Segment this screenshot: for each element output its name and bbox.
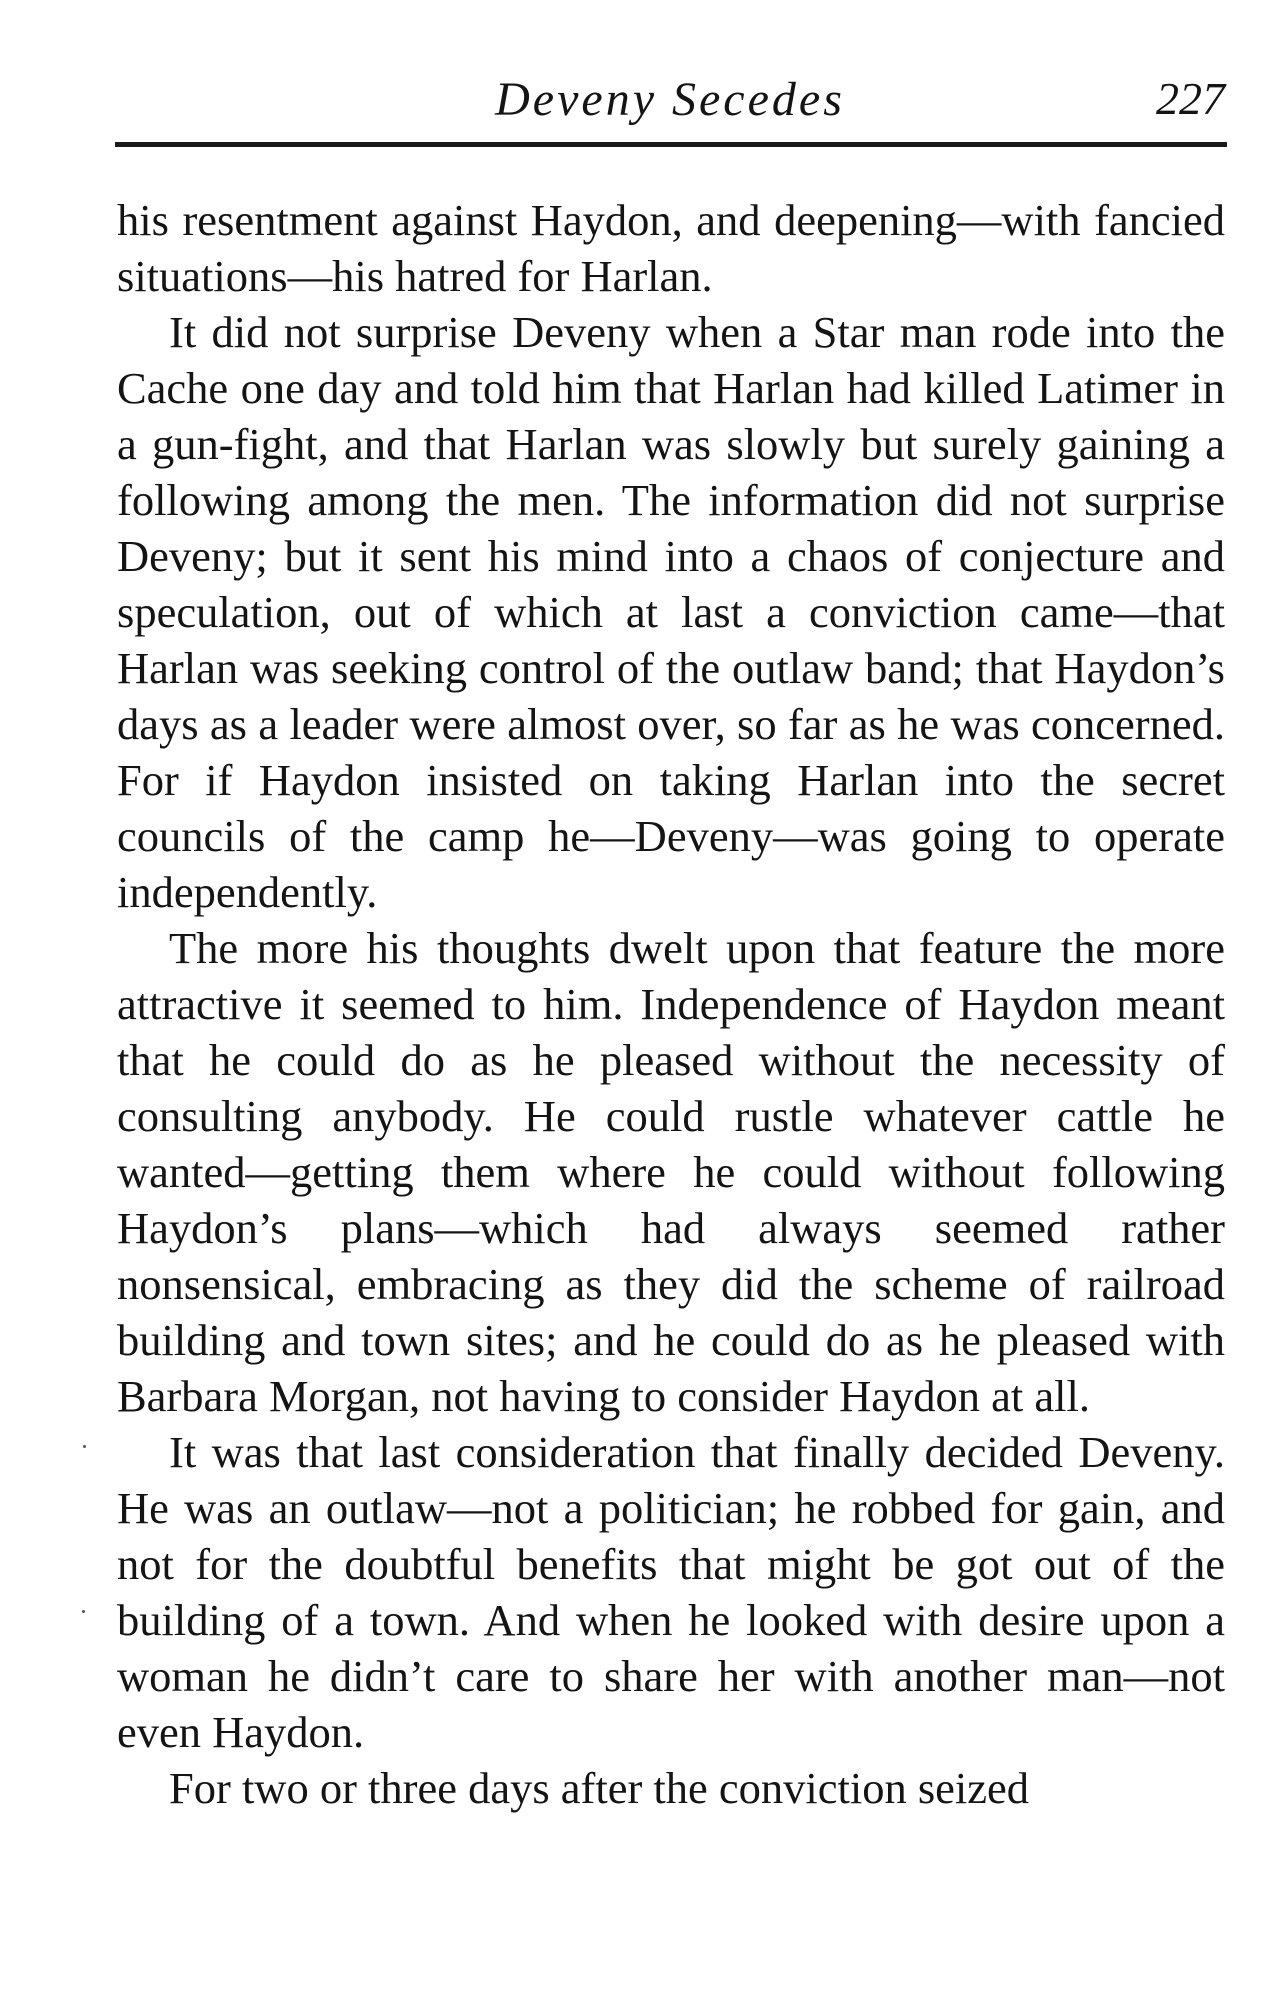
paragraph: For two or three days after the conviction seized: [169, 1763, 1030, 1813]
running-header: [115, 70, 1225, 140]
page-number: 227: [1156, 73, 1225, 124]
paragraph: It was that last consideration that finally decided Deveny. He was an outlaw—not a politician; he robbed for gain, and not for the doubtful benefits that might be got out of the building of a town. And when he looked with desire upon a woman he didn’t care to share her with another man—not even Haydon.: [117, 1427, 1225, 1757]
paragraph: The more his thoughts dwelt upon that feature the more attractive it seemed to him. Independence of Haydon meant that he could do as he pleased without the necessity of consulting anybody. He could rustle whatever cattle he wanted—getting them where he could without following Haydon’s plans—which had always seemed rather nonsensical, embracing as they did the scheme of railroad building and town sites; and he could do as he pleased with Barbara Morgan, not having to consider Haydon at all.: [117, 923, 1225, 1421]
scan-speck: [83, 1445, 86, 1448]
paragraph: It did not surprise Deveny when a Star man rode into the Cache one day and told him that Harlan had killed Latimer in a gun-fight, and that Harlan was slowly but surely gaining a following among the men. The information did not surprise Deveny; but it sent his mind into a chaos of conjecture and speculation, out of which at last a conviction came—that Harlan was seeking control of the outlaw band; that Haydon’s days as a leader were almost over, so far as he was concerned. For if Haydon insisted on taking Harlan into the secret councils of the camp he—Deveny—was going to operate independently.: [117, 307, 1225, 917]
body-text: [117, 192, 1225, 1816]
header-rule: [115, 142, 1227, 147]
paragraph: his resentment against Haydon, and deepening—with fancied situations—his hatred for Harlan.: [117, 195, 1225, 301]
scan-speck: [82, 1610, 85, 1613]
chapter-title: Deveny Secedes: [495, 73, 845, 126]
